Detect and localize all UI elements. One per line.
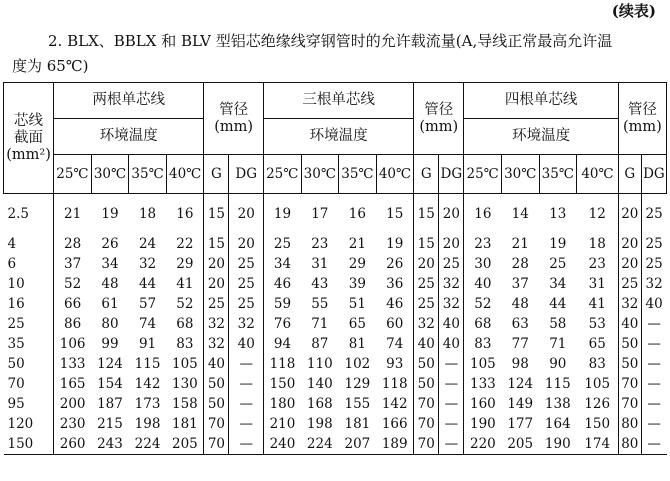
- value-cell: 25: [641, 194, 666, 235]
- value-cell: 110: [306, 356, 333, 372]
- value-cell: 118: [263, 354, 301, 374]
- value-cell: —: [641, 314, 666, 334]
- value-cell: 68: [176, 316, 194, 332]
- value-cell: 70: [414, 434, 439, 455]
- value-cell: 68: [464, 314, 502, 334]
- value-cell: 99: [101, 336, 119, 352]
- value-cell: 52: [176, 296, 194, 312]
- value-cell: 39: [348, 276, 366, 292]
- value-cell: 20: [618, 234, 641, 254]
- value-cell: 173: [134, 396, 161, 412]
- value-cell: 34: [549, 276, 567, 292]
- value-cell: 31: [588, 276, 606, 292]
- caption-line-2: 度为 65℃): [12, 57, 89, 75]
- cross-section-cell: 4: [7, 236, 17, 252]
- pipe-g-header: G: [414, 155, 439, 194]
- value-cell: 32: [414, 314, 439, 334]
- value-cell: 81: [348, 336, 366, 352]
- value-cell: 138: [544, 396, 571, 412]
- table-caption: [12, 29, 662, 79]
- value-cell: 80: [618, 414, 641, 434]
- value-cell: 168: [306, 396, 333, 412]
- cross-section-cell: 95: [7, 396, 25, 412]
- value-cell: 20: [618, 254, 641, 274]
- value-cell: 21: [511, 236, 529, 252]
- temp-30-header: 30℃: [301, 155, 339, 194]
- value-cell: 52: [464, 294, 502, 314]
- value-cell: 80: [618, 434, 641, 455]
- value-cell: 20: [229, 194, 263, 235]
- value-cell: 32: [439, 274, 464, 294]
- value-cell: 51: [348, 296, 366, 312]
- value-cell: 164: [544, 416, 571, 432]
- value-cell: 50: [414, 374, 439, 394]
- cross-section-header: 芯线 截面 (mm²): [4, 83, 54, 194]
- value-cell: 32: [204, 314, 229, 334]
- value-cell: 18: [138, 206, 157, 222]
- table-row: [4, 234, 667, 254]
- value-cell: 52: [54, 274, 92, 294]
- value-cell: 224: [129, 434, 167, 455]
- value-cell: 130: [171, 376, 198, 392]
- value-cell: 142: [134, 376, 161, 392]
- value-cell: 48: [101, 276, 119, 292]
- value-cell: —: [229, 374, 263, 394]
- value-cell: 189: [376, 434, 414, 455]
- value-cell: 15: [204, 194, 229, 235]
- env-temp-header: 环境温度: [263, 119, 413, 155]
- value-cell: 37: [511, 276, 529, 292]
- temp-40-header: 40℃: [166, 155, 204, 194]
- value-cell: 25: [618, 274, 641, 294]
- value-cell: 150: [263, 374, 301, 394]
- value-cell: 181: [171, 416, 198, 432]
- value-cell: 40: [464, 274, 502, 294]
- value-cell: 19: [263, 194, 301, 235]
- value-cell: 142: [381, 396, 408, 412]
- env-temp-header: 环境温度: [54, 119, 204, 155]
- value-cell: —: [641, 354, 666, 374]
- value-cell: 19: [101, 206, 119, 222]
- value-cell: 23: [311, 236, 329, 252]
- cross-section-cell: 10: [7, 276, 25, 292]
- temp-25-header: 25℃: [263, 155, 301, 194]
- value-cell: 165: [54, 374, 92, 394]
- temp-30-header: 30℃: [501, 155, 539, 194]
- env-temp-header: 环境温度: [464, 119, 618, 155]
- value-cell: 34: [263, 254, 301, 274]
- temp-40-header: 40℃: [577, 155, 619, 194]
- cross-section-cell: 50: [7, 356, 25, 372]
- value-cell: 133: [54, 354, 92, 374]
- value-cell: 25: [414, 294, 439, 314]
- temp-30-header: 30℃: [91, 155, 129, 194]
- value-cell: 190: [464, 414, 502, 434]
- value-cell: 57: [138, 296, 157, 312]
- value-cell: 180: [263, 394, 301, 414]
- value-cell: 129: [344, 376, 371, 392]
- value-cell: 240: [263, 434, 301, 455]
- value-cell: 53: [588, 316, 606, 332]
- value-cell: 71: [549, 336, 567, 352]
- value-cell: —: [229, 394, 263, 414]
- value-cell: 86: [54, 314, 92, 334]
- value-cell: 29: [176, 256, 194, 272]
- value-cell: 20: [414, 254, 439, 274]
- value-cell: —: [439, 374, 464, 394]
- pipe-dg-header: DG: [229, 155, 263, 194]
- value-cell: 105: [171, 356, 198, 372]
- value-cell: 91: [138, 336, 157, 352]
- value-cell: 25: [229, 274, 263, 294]
- value-cell: 210: [263, 414, 301, 434]
- table-row: [4, 254, 667, 274]
- value-cell: 63: [511, 316, 529, 332]
- value-cell: 58: [549, 316, 567, 332]
- table-row: [4, 274, 667, 294]
- value-cell: 200: [54, 394, 92, 414]
- value-cell: 83: [464, 334, 502, 354]
- value-cell: 34: [101, 256, 119, 272]
- value-cell: —: [229, 414, 263, 434]
- value-cell: 59: [263, 294, 301, 314]
- value-cell: 40: [439, 334, 464, 354]
- value-cell: 19: [549, 236, 567, 252]
- value-cell: 50: [204, 374, 229, 394]
- value-cell: 87: [311, 336, 329, 352]
- value-cell: 17: [311, 206, 329, 222]
- value-cell: 16: [464, 194, 502, 235]
- value-cell: 174: [577, 434, 619, 455]
- value-cell: 32: [641, 274, 666, 294]
- value-cell: 26: [101, 236, 119, 252]
- value-cell: 50: [414, 354, 439, 374]
- value-cell: 46: [386, 296, 404, 312]
- cross-section-cell: 25: [7, 316, 25, 332]
- temp-35-header: 35℃: [539, 155, 577, 194]
- value-cell: 66: [54, 294, 92, 314]
- value-cell: 22: [176, 236, 194, 252]
- value-cell: 48: [511, 296, 529, 312]
- value-cell: 25: [263, 234, 301, 254]
- value-cell: 71: [311, 316, 329, 332]
- value-cell: 20: [618, 194, 641, 235]
- value-cell: 115: [544, 376, 571, 392]
- value-cell: 70: [204, 434, 229, 455]
- value-cell: 158: [171, 396, 198, 412]
- value-cell: 220: [464, 434, 502, 455]
- cross-section-cell: 2.5: [7, 206, 29, 222]
- value-cell: 31: [311, 256, 329, 272]
- value-cell: 19: [386, 236, 404, 252]
- value-cell: 150: [584, 416, 611, 432]
- value-cell: 205: [166, 434, 204, 455]
- value-cell: 50: [618, 354, 641, 374]
- temp-40-header: 40℃: [376, 155, 414, 194]
- value-cell: 124: [507, 376, 534, 392]
- value-cell: 40: [618, 314, 641, 334]
- temp-25-header: 25℃: [54, 155, 92, 194]
- value-cell: 83: [176, 336, 194, 352]
- value-cell: 50: [204, 394, 229, 414]
- value-cell: 44: [138, 276, 157, 292]
- value-cell: 190: [539, 434, 577, 455]
- cross-section-cell: 6: [7, 256, 17, 272]
- value-cell: 15: [386, 206, 404, 222]
- pipe-dg-header: DG: [439, 155, 464, 194]
- value-cell: 149: [507, 396, 534, 412]
- value-cell: 118: [381, 376, 408, 392]
- value-cell: —: [439, 354, 464, 374]
- caption-line-1: 2. BLX、BBLX 和 BLV 型铝芯绝缘线穿钢管时的允许载流量(A,导线正常最高允许温: [48, 32, 613, 50]
- value-cell: 20: [439, 234, 464, 254]
- value-cell: 181: [344, 416, 371, 432]
- pipe-header-3: 管径 (mm): [618, 83, 666, 155]
- value-cell: 70: [618, 374, 641, 394]
- value-cell: 177: [507, 416, 534, 432]
- value-cell: 25: [414, 274, 439, 294]
- value-cell: —: [641, 414, 666, 434]
- group-four-wire: 四根单芯线: [464, 83, 618, 119]
- value-cell: 93: [386, 356, 404, 372]
- value-cell: 30: [464, 254, 502, 274]
- value-cell: 74: [386, 336, 404, 352]
- table-row: [4, 314, 667, 334]
- value-cell: 25: [439, 254, 464, 274]
- value-cell: 41: [176, 276, 194, 292]
- value-cell: 61: [101, 296, 119, 312]
- value-cell: —: [229, 354, 263, 374]
- value-cell: 70: [414, 414, 439, 434]
- value-cell: 43: [311, 276, 329, 292]
- pipe-header-2: 管径 (mm): [414, 83, 464, 155]
- value-cell: 15: [414, 234, 439, 254]
- value-cell: 74: [138, 316, 157, 332]
- value-cell: 215: [97, 416, 123, 432]
- cross-section-cell: 35: [7, 336, 25, 352]
- table-body: [4, 194, 667, 455]
- value-cell: 21: [54, 194, 92, 235]
- value-cell: 25: [641, 254, 666, 274]
- value-cell: 140: [306, 376, 333, 392]
- table-row: [4, 194, 667, 235]
- value-cell: 25: [229, 254, 263, 274]
- value-cell: —: [439, 434, 464, 455]
- value-cell: 13: [549, 206, 567, 222]
- value-cell: 16: [176, 206, 194, 222]
- value-cell: 14: [511, 206, 529, 222]
- value-cell: 28: [54, 234, 92, 254]
- value-cell: 90: [549, 356, 567, 372]
- value-cell: 105: [584, 376, 611, 392]
- value-cell: 50: [618, 334, 641, 354]
- value-cell: 20: [204, 254, 229, 274]
- value-cell: —: [641, 434, 666, 455]
- cross-section-cell: 120: [7, 416, 34, 432]
- value-cell: 25: [549, 256, 567, 272]
- cross-section-cell: 16: [7, 296, 25, 312]
- value-cell: 133: [464, 374, 502, 394]
- value-cell: 36: [386, 276, 404, 292]
- value-cell: 15: [414, 194, 439, 235]
- value-cell: 106: [54, 334, 92, 354]
- value-cell: 18: [588, 236, 606, 252]
- value-cell: 224: [301, 434, 339, 455]
- value-cell: 46: [263, 274, 301, 294]
- table-row: [4, 414, 667, 434]
- value-cell: 260: [54, 434, 92, 455]
- value-cell: 76: [263, 314, 301, 334]
- pipe-g-header: G: [204, 155, 229, 194]
- value-cell: 230: [54, 414, 92, 434]
- value-cell: 20: [439, 194, 464, 235]
- value-cell: 25: [229, 294, 263, 314]
- table-row: [4, 434, 667, 455]
- value-cell: 23: [464, 234, 502, 254]
- value-cell: 65: [588, 336, 606, 352]
- continued-note: (续表): [611, 2, 656, 20]
- pipe-dg-header: DG: [641, 155, 666, 194]
- value-cell: 198: [134, 416, 161, 432]
- value-cell: 29: [348, 256, 366, 272]
- table-row: [4, 354, 667, 374]
- value-cell: 32: [229, 314, 263, 334]
- pipe-header-1: 管径 (mm): [204, 83, 264, 155]
- value-cell: 20: [229, 234, 263, 254]
- value-cell: 40: [229, 334, 263, 354]
- table-row: [4, 374, 667, 394]
- value-cell: 16: [348, 206, 366, 222]
- temp-25-header: 25℃: [464, 155, 502, 194]
- value-cell: 28: [511, 256, 529, 272]
- value-cell: 70: [204, 414, 229, 434]
- value-cell: 55: [311, 296, 329, 312]
- value-cell: 32: [439, 294, 464, 314]
- value-cell: 12: [588, 206, 606, 222]
- group-three-wire: 三根单芯线: [263, 83, 413, 119]
- value-cell: 102: [344, 356, 371, 372]
- value-cell: 25: [641, 234, 666, 254]
- value-cell: 243: [91, 434, 129, 455]
- ampacity-table: [3, 82, 667, 455]
- group-two-wire: 两根单芯线: [54, 83, 204, 119]
- value-cell: 32: [204, 334, 229, 354]
- pipe-g-header: G: [618, 155, 641, 194]
- value-cell: 207: [339, 434, 377, 455]
- value-cell: 83: [588, 356, 606, 372]
- value-cell: 70: [618, 394, 641, 414]
- value-cell: 98: [511, 356, 529, 372]
- value-cell: 40: [641, 294, 666, 314]
- cross-section-cell: 70: [7, 376, 25, 392]
- temp-35-header: 35℃: [129, 155, 167, 194]
- cross-section-cell: 150: [4, 434, 54, 455]
- table-row: [4, 294, 667, 314]
- value-cell: 41: [588, 296, 606, 312]
- temp-35-header: 35℃: [339, 155, 377, 194]
- value-cell: 40: [439, 314, 464, 334]
- value-cell: —: [229, 434, 263, 455]
- value-cell: 24: [138, 236, 157, 252]
- value-cell: 198: [306, 416, 333, 432]
- value-cell: 154: [97, 376, 123, 392]
- value-cell: 166: [381, 416, 408, 432]
- value-cell: 21: [348, 236, 366, 252]
- value-cell: —: [439, 414, 464, 434]
- table-row: [4, 394, 667, 414]
- value-cell: 60: [386, 316, 404, 332]
- value-cell: 40: [414, 334, 439, 354]
- value-cell: 187: [97, 396, 123, 412]
- value-cell: —: [641, 334, 666, 354]
- value-cell: 124: [97, 356, 123, 372]
- value-cell: 15: [204, 234, 229, 254]
- value-cell: —: [641, 374, 666, 394]
- value-cell: 37: [54, 254, 92, 274]
- value-cell: 44: [549, 296, 567, 312]
- value-cell: 205: [501, 434, 539, 455]
- value-cell: 25: [204, 294, 229, 314]
- value-cell: 32: [618, 294, 641, 314]
- value-cell: 65: [348, 316, 366, 332]
- value-cell: 23: [588, 256, 606, 272]
- value-cell: 26: [386, 256, 404, 272]
- table-row: [4, 334, 667, 354]
- value-cell: 80: [101, 316, 119, 332]
- value-cell: 126: [584, 396, 611, 412]
- value-cell: —: [641, 394, 666, 414]
- value-cell: 115: [134, 356, 161, 372]
- value-cell: 32: [138, 256, 157, 272]
- value-cell: 77: [511, 336, 529, 352]
- value-cell: 70: [414, 394, 439, 414]
- value-cell: 105: [464, 354, 502, 374]
- value-cell: 94: [263, 334, 301, 354]
- value-cell: 160: [464, 394, 502, 414]
- value-cell: 155: [344, 396, 371, 412]
- value-cell: 40: [204, 354, 229, 374]
- value-cell: 20: [204, 274, 229, 294]
- value-cell: —: [439, 394, 464, 414]
